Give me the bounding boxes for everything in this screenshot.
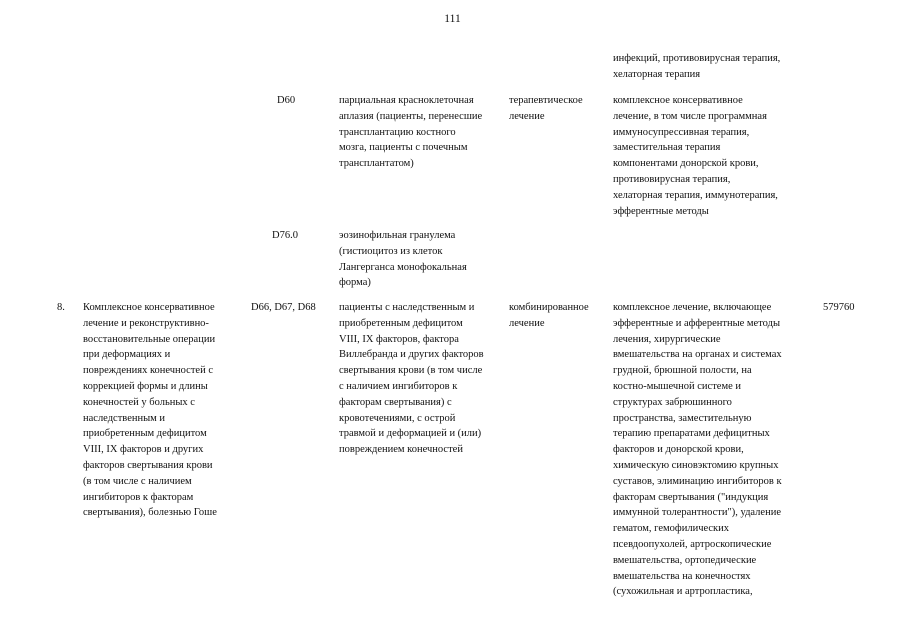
row-8-patients: пациенты с наследственным и приобретенным дефицитом VIII, IX факторов, фактора Виллебранда и других факторов свертывания крови (в том числе с наличием ингибиторов к факторам свертывания) с кровотечениями, с острой травмой и деформацией и (или) повреждением конечностей <box>339 302 484 456</box>
row-8-number: 8. <box>57 302 65 313</box>
row-8-codes: D66, D67, D68 <box>251 302 316 313</box>
row-8-cost: 579760 <box>823 302 855 313</box>
row-8-name: Комплексное консервативное лечение и реконструктивно- восстановительные операции при деформациях и повреждениях конечностей с коррекцией формы и длины конечностей у больных с наследственным и приобретенным дефицитом VIII, IX факторов и других факторов свертывания крови (в том числе с наличием ингибиторов к факторам свертывания), болезнью Гоше <box>83 302 217 519</box>
row-d76-code: D76.0 <box>272 230 298 241</box>
row-d76-patients: эозинофильная гранулема (гистиоцитоз из клеток Лангерганса монофокальная форма) <box>339 230 467 289</box>
continued-method-text: инфекций, противовирусная терапия, хелаторная терапия <box>613 53 781 80</box>
row-d60-treatment-type: терапевтическое лечение <box>509 95 583 122</box>
page-number: 111 <box>444 13 461 25</box>
row-d60-code: D60 <box>277 95 296 106</box>
row-8-method: комплексное лечение, включающее эфферентные и афферентные методы лечения, хирургические вмешательства на органах и системах грудной, брюшной полости, на костно-мышечной системе и структурах забрюшинного пространства, заместительную терапию препаратами дефицитных факторов и донорской крови, химическую синовэктомию крупных суставов, элиминацию ингибиторов к факторам свертывания ("индукция иммунной толерантности"), удаление гематом, гемофилических псевдоопухолей, артроскопические вмешательства, ортопедические вмешательства на конечностях (сухожильная и артропластика, <box>613 302 782 598</box>
row-d60-method: комплексное консервативное лечение, в том числе программная иммуносупрессивная терапия, заместительная терапия компонентами донорской крови, противовирусная терапия, хелаторная терапия, иммунотерапия, эфферентные методы <box>613 95 778 217</box>
row-d60-patients: парциальная красноклеточная аплазия (пациенты, перенесшие трансплантацию костного мозга, пациенты с почечным трансплантатом) <box>339 95 483 170</box>
row-8-treatment-type: комбинированное лечение <box>509 302 589 329</box>
